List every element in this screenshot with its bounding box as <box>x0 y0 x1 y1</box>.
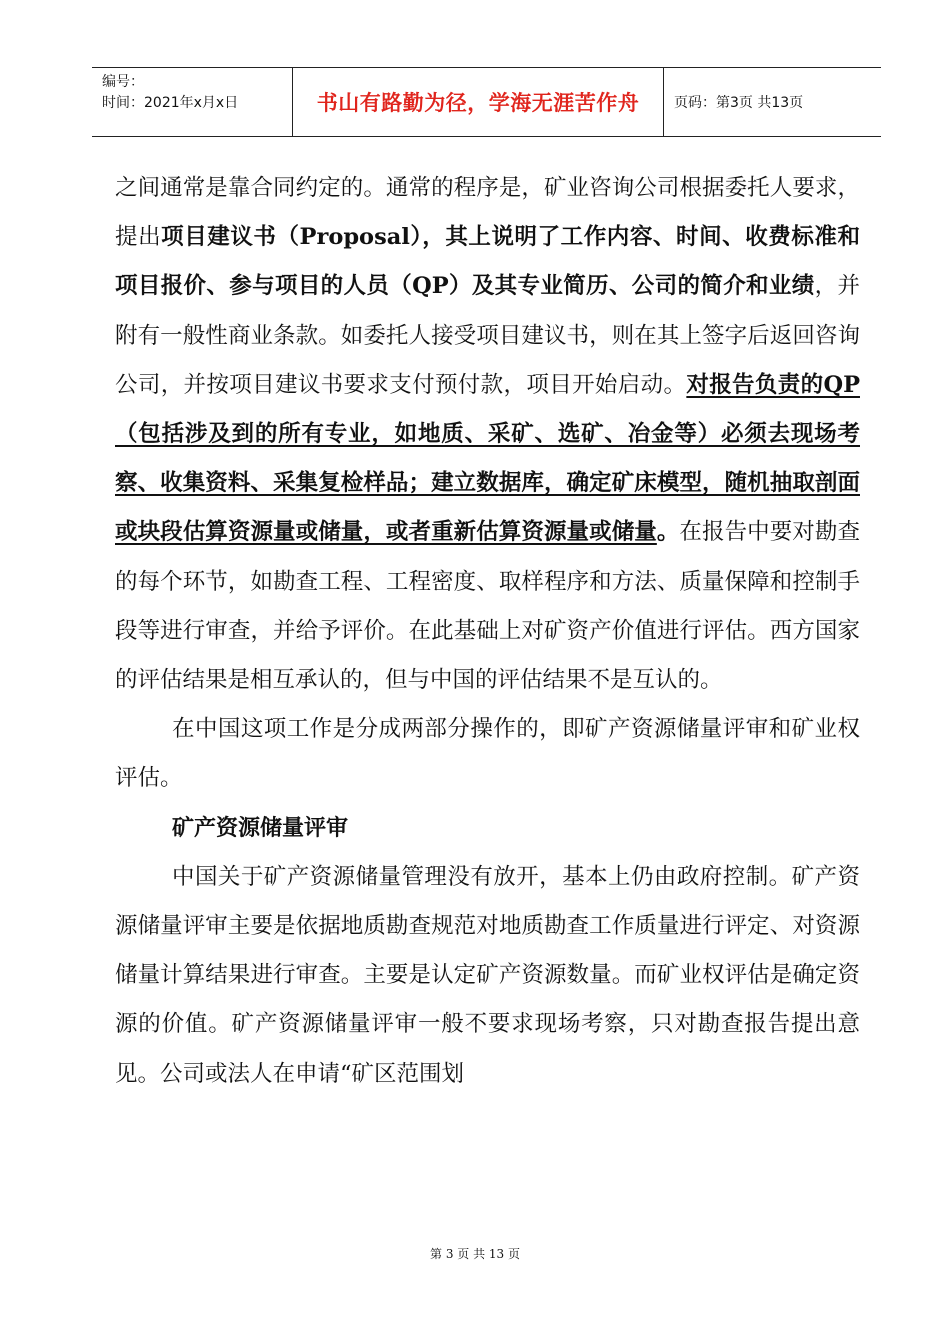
text-run: 在报告中要对勘查的每个环节，如勘查工程、工程密度、取样程序和方法、质量保障和控制手段等进行审查，并给予评价。在此基础上对矿资产价值进行评估。西方国家的评估结果是相互承认的，但与中国的评估结果不是互认的。 <box>115 519 860 694</box>
document-number-label: 编号： <box>102 74 144 90</box>
page-header <box>92 67 881 137</box>
bold-underlined-qp-requirements: 对报告负责的QP（包括涉及到的所有专业，如地质、采矿、选矿、冶金等）必须去现场考察、收集资料、采集复检样品；建立数据库，确定矿床模型，随机抽取剖面或块段估算资源量或储量，或者重新估算资源量或储量 <box>115 371 860 546</box>
page-footer: 第 3 页 共 13 页 <box>430 1247 520 1261</box>
paragraph-china-process: 在中国这项工作是分成两部分操作的，即矿产资源储量评审和矿业权评估。 <box>115 716 860 792</box>
header-page-info: 页码：第3页 共13页 <box>674 95 804 111</box>
header-motto: 书山有路勤为径，学海无涯苦作舟 <box>292 68 664 136</box>
text-run: ，并附有一般性商业条款。如委托人接受项目建议书，则在其上签字后返回咨询公司，并按项目建议书要求支付预付款，项目开始启动。 <box>115 273 860 398</box>
paragraph-reserve-review: 中国关于矿产资源储量管理没有放开，基本上仍由政府控制。矿产资源储量评审主要是依据地质勘查规范对地质勘查工作质量进行评定、对资源储量计算结果进行审查。主要是认定矿产资源数量。而矿业权评估是确定资源的价值。矿产资源储量评审一般不要求现场考察，只对勘查报告提出意见。公司或法人在申请“矿区范围划 <box>115 863 860 1087</box>
bold-period: 。 <box>656 519 680 546</box>
bold-run-proposal: 项目建议书（Proposal），其上说明了工作内容、时间、收费标准和项目报价、参与项目的人员（QP）及其专业简历、公司的简介和业绩 <box>115 224 860 300</box>
header-meta <box>92 68 292 136</box>
document-date: 时间：2021年x月x日 <box>102 95 239 111</box>
section-heading: 矿产资源储量评审 <box>172 815 349 841</box>
paragraph-procedure <box>115 164 860 705</box>
text-run: 之间通常是靠合同约定的。通常的程序是，矿业咨询公司根据委托人要求，提出 <box>115 175 860 251</box>
document-body <box>115 164 860 1099</box>
